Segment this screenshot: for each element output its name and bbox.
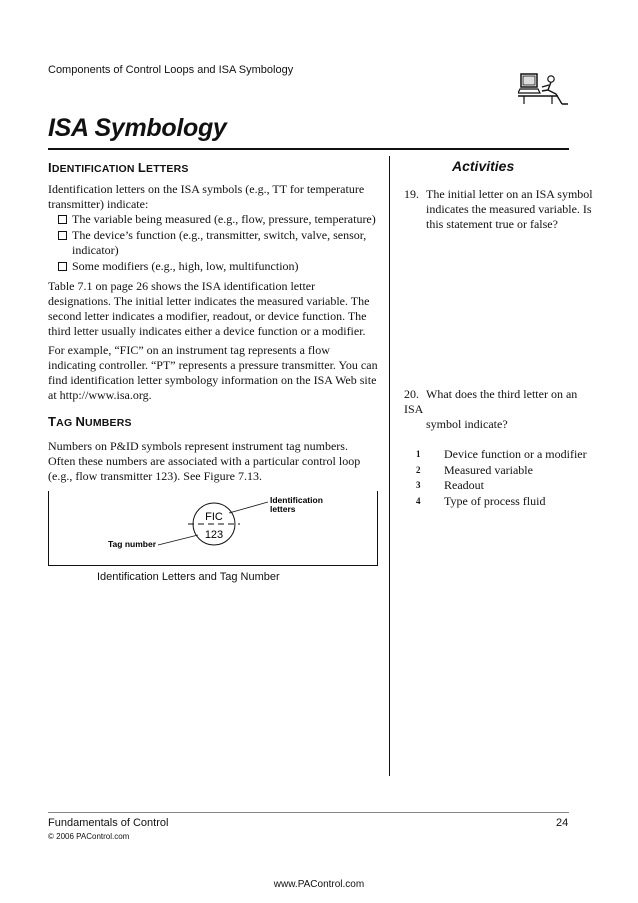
footer-book-title: Fundamentals of Control (48, 817, 169, 829)
footer-rule (48, 812, 569, 813)
person-at-computer-icon (518, 70, 570, 108)
identification-leader-line (229, 502, 268, 513)
question-text-rest: indicates the measured variable. Is this statement true or false? (426, 202, 592, 231)
checkbox-bullet-icon (58, 215, 67, 224)
identification-label-line1: Identification (270, 495, 323, 505)
answer-option: 1 Device function or a modifier (416, 447, 587, 461)
answer-option: 2 Measured variable (416, 462, 533, 477)
tag-letters: FIC (205, 511, 223, 523)
question-number: 19. (404, 187, 419, 201)
answer-option: 4 Type of process fluid (416, 493, 546, 508)
tag-number-label: Tag number (108, 539, 157, 549)
identification-intro: Identification letters on the ISA symbols (e.g., TT for temperature transmitter) indicate: (48, 182, 365, 211)
checkbox-bullet-icon (58, 262, 67, 271)
question-text-line1: The initial letter on an ISA symbol (426, 187, 593, 201)
figure-caption: Identification Letters and Tag Number (97, 571, 280, 583)
tag-number: 123 (204, 529, 224, 541)
title-rule (48, 148, 569, 150)
question-text-rest: symbol indicate? (426, 417, 508, 431)
column-divider (389, 156, 390, 776)
answer-option: 3 Readout (416, 478, 484, 492)
isa-tag-figure (48, 488, 378, 568)
identification-bullet-list (58, 212, 378, 275)
activities-heading: Activities (452, 158, 515, 174)
list-item: The device’s function (e.g., transmitter, switch, valve, sensor, indicator) (58, 228, 378, 258)
footer-url: www.PAControl.com (273, 879, 365, 890)
page-title: ISA Symbology (48, 114, 227, 142)
section-heading-identification-letters: IDENTIFICATION LETTERS (48, 160, 189, 175)
page-number: 24 (556, 817, 569, 829)
answer-options (416, 447, 587, 509)
running-header: Components of Control Loops and ISA Symbology (48, 64, 294, 76)
copyright: © 2006 PAControl.com (48, 832, 130, 841)
list-item: The variable being measured (e.g., flow, pressure, temperature) (58, 212, 378, 227)
example-paragraph: For example, “FIC” on an instrument tag represents a flow indicating controller. “PT” represents a pressure transmitter. You can find identification letter symbology information on the ISA Web site at http://www.isa.org. (48, 343, 378, 402)
question-number: 20. (404, 387, 419, 401)
section-heading-tag-numbers: TAG NUMBERS (48, 414, 132, 429)
tag-number-leader-line (158, 535, 198, 545)
question-text-line1: What does the third letter on an ISA (404, 387, 578, 416)
tag-numbers-paragraph: Numbers on P&ID symbols represent instrument tag numbers. Often these numbers are associated with a particular control loop (e.g., flow transmitter 123). See Figure 7.13. (48, 439, 361, 483)
question-20 (404, 387, 594, 432)
identification-label-line2: letters (270, 504, 296, 514)
table-reference-paragraph: Table 7.1 on page 26 shows the ISA identification letter designations. The initial letter indicates the measured variable. The second letter indicates a modifier, readout, or device function. The third letter usually indicates either a device function or a modifier. (48, 279, 370, 338)
question-19 (404, 187, 594, 232)
checkbox-bullet-icon (58, 231, 67, 240)
list-item: Some modifiers (e.g., high, low, multifunction) (58, 259, 378, 274)
